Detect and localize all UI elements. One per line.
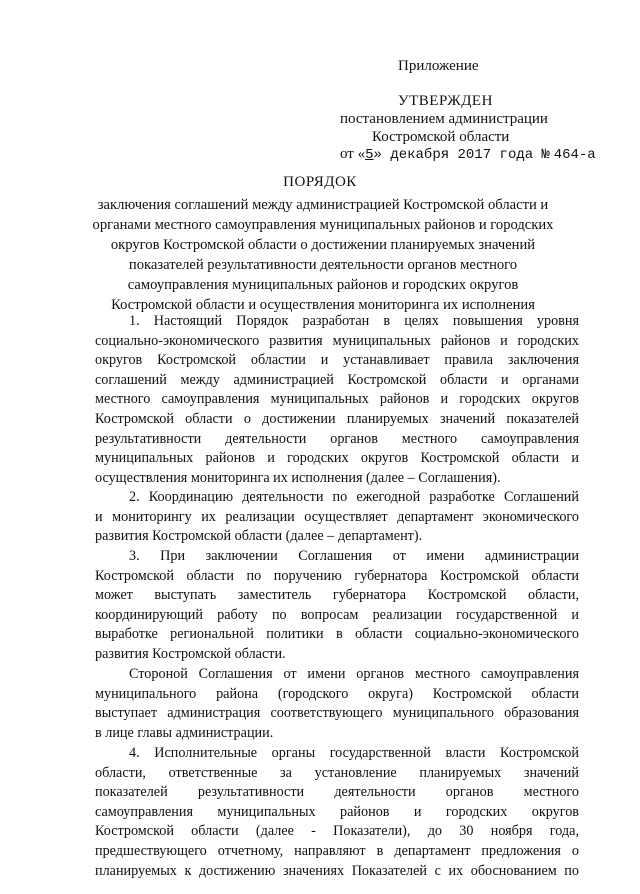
text-line: муниципальных районов и городских округов Костромской области и	[95, 450, 579, 467]
text-line: результативности деятельности органов местного самоуправления	[95, 430, 579, 447]
text-line: 1. Настоящий Порядок разработан в целях повышения уровня	[129, 313, 579, 329]
region-label: Костромской области	[372, 129, 510, 145]
text-line: показателей результативности деятельности органов местного	[95, 784, 579, 801]
text-line: развития Костромской области.	[95, 645, 286, 662]
text-line: муниципального района (городского округа) Костромской области	[95, 685, 579, 702]
resolution-number: 464-а	[553, 147, 596, 163]
document-heading: ПОРЯДОК	[283, 174, 357, 190]
text-line: Костромской области (далее - Показатели), до 30 ноября года,	[95, 823, 579, 840]
subtitle-line: заключения соглашений между администрацией Костромской области и	[97, 197, 549, 213]
text-line: 3. При заключении Соглашения от имени администрации	[129, 548, 579, 564]
appendix-label: Приложение	[398, 58, 479, 74]
text-line: координирующий работу по вопросам реализации государственной и	[95, 606, 579, 623]
approved-label: УТВЕРЖДЕН	[398, 93, 493, 109]
text-line: 4. Исполнительные органы государственной власти Костромской	[129, 745, 579, 761]
paragraph-1	[95, 312, 579, 488]
paragraph-4	[95, 744, 579, 881]
text-line: Стороной Соглашения от имени органов местного самоуправления	[129, 666, 579, 682]
text-line: соглашений между администрацией Костромской области и органами	[95, 371, 579, 388]
text-line: Костромской области по поручению губернатора Костромской области	[95, 567, 579, 584]
paragraph-3b	[95, 665, 579, 743]
subtitle-line: показателей результативности деятельности органов местного	[128, 257, 518, 273]
subtitle-line: самоуправления муниципальных районов и городских округов	[127, 277, 519, 293]
text-line: Костромской области о достижении планируемых значений показателей	[95, 410, 579, 427]
text-line: 2. Координацию деятельности по ежегодной разработке Соглашений	[129, 489, 579, 505]
resolution-label: постановлением администрации	[340, 111, 548, 127]
text-line: выступает администрация соответствующего муниципального образования	[95, 705, 579, 722]
text-line: социально-экономического развития муниципальных районов и городских	[95, 332, 579, 349]
text-line: в лице главы администрации.	[95, 724, 274, 741]
text-line: предшествующего отчетному, направляют в департамент предложения о	[95, 842, 579, 859]
text-line: округов Костромской областии и устанавливает правила заключения	[95, 352, 579, 369]
text-line: самоуправления муниципальных районов и городских округов	[95, 803, 579, 820]
subtitle-line: органами местного самоуправления муниципальных районов и городских	[92, 217, 554, 233]
resolution-date	[340, 146, 596, 163]
date-prefix: от «	[340, 146, 366, 162]
subtitle-line: Костромской области и осуществления мониторинга их исполнения	[111, 297, 535, 313]
text-line: планируемых к достижению значениях Показателей с их обоснованием по	[95, 862, 579, 879]
text-line: может выступать заместитель губернатора Костромской области,	[95, 587, 579, 604]
text-line: осуществления мониторинга их исполнения (далее – Соглашения).	[95, 469, 501, 486]
text-line: местного самоуправления муниципальных районов и городских округов	[95, 391, 579, 408]
date-middle: » декабря 2017 года №	[373, 147, 550, 163]
text-line: и мониторингу их реализации осуществляет департамент экономического	[95, 508, 579, 525]
paragraph-2	[95, 488, 579, 547]
date-day: 5	[365, 147, 374, 163]
paragraph-3	[95, 547, 579, 665]
text-line: развития Костромской области (далее – департамент).	[95, 528, 423, 545]
subtitle-line: округов Костромской области о достижении планируемых значений	[110, 237, 536, 253]
document-subtitle	[62, 195, 584, 315]
text-line: выработке региональной политики в области социально-экономического	[95, 626, 579, 643]
text-line: области, ответственные за установление планируемых значений	[95, 764, 579, 781]
